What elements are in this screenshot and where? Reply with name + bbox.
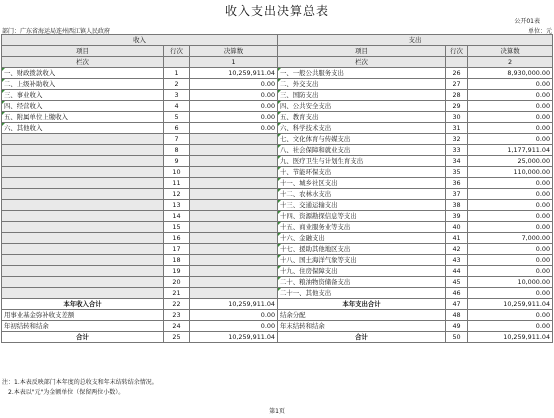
income-amount xyxy=(190,244,278,255)
income-amount xyxy=(190,255,278,266)
expense-row-number: 27 xyxy=(446,79,468,90)
table-row xyxy=(2,112,553,123)
expense-row-number: 50 xyxy=(446,332,468,343)
income-lanci-label: 栏次 xyxy=(2,57,164,68)
income-lanci-blank xyxy=(164,57,190,68)
form-code: 公开01表 xyxy=(514,18,540,25)
expense-budget-header: 决算数 xyxy=(468,46,553,57)
expense-amount: 8,930,000.00 xyxy=(468,68,553,79)
report-title: 收入支出决算总表 xyxy=(224,4,329,18)
income-row-number: 8 xyxy=(164,145,190,156)
income-row-number: 12 xyxy=(164,189,190,200)
expense-amount: 1,177,911.04 xyxy=(468,145,553,156)
income-item-name xyxy=(2,167,164,178)
expense-col-number: 2 xyxy=(468,57,553,68)
income-amount: 0.00 xyxy=(190,310,278,321)
expense-row-number: 49 xyxy=(446,321,468,332)
income-item-name xyxy=(2,222,164,233)
expense-row-number: 46 xyxy=(446,288,468,299)
summary-table xyxy=(1,34,553,343)
expense-item-name: 二十、粮油物资储备支出 xyxy=(278,277,446,288)
expense-item-name: 二、外交支出 xyxy=(278,79,446,90)
income-row-number: 18 xyxy=(164,255,190,266)
income-item-name xyxy=(2,156,164,167)
income-item-name: 一、财政拨款收入 xyxy=(2,68,164,79)
expense-row-number: 48 xyxy=(446,310,468,321)
income-row-number: 16 xyxy=(164,233,190,244)
expense-row-number: 30 xyxy=(446,112,468,123)
table-row xyxy=(2,167,553,178)
income-amount xyxy=(190,189,278,200)
income-amount: 0.00 xyxy=(190,321,278,332)
expense-amount: 0.00 xyxy=(468,123,553,134)
expense-row-number: 43 xyxy=(446,255,468,266)
income-row-number: 13 xyxy=(164,200,190,211)
income-amount xyxy=(190,233,278,244)
expense-row-number: 40 xyxy=(446,222,468,233)
note-line: 2.本表以"元"为金额单位（保留两位小数）。 xyxy=(8,389,125,396)
income-budget-header: 决算数 xyxy=(190,46,278,57)
expense-row-number: 37 xyxy=(446,189,468,200)
expense-item-name: 结余分配 xyxy=(278,310,446,321)
expense-amount: 0.00 xyxy=(468,266,553,277)
expense-row-number: 36 xyxy=(446,178,468,189)
table-row xyxy=(2,222,553,233)
table-row xyxy=(2,233,553,244)
income-row-number: 4 xyxy=(164,101,190,112)
table-row xyxy=(2,277,553,288)
department-label: 部门：广东省海运局连州西江镇人民政府 xyxy=(2,28,111,35)
income-row-number: 2 xyxy=(164,79,190,90)
income-item-name: 年初结转和结余 xyxy=(2,321,164,332)
income-row-number: 3 xyxy=(164,90,190,101)
expense-item-name: 三、国防支出 xyxy=(278,90,446,101)
income-row-number: 7 xyxy=(164,134,190,145)
expense-amount: 0.00 xyxy=(468,189,553,200)
expense-row-number: 45 xyxy=(446,277,468,288)
notes xyxy=(2,378,158,398)
expense-item-name: 一、一般公共服务支出 xyxy=(278,68,446,79)
expense-row-number: 26 xyxy=(446,68,468,79)
income-rowno-header: 行次 xyxy=(164,46,190,57)
expense-amount: 25,000.00 xyxy=(468,156,553,167)
expense-item-header: 项目 xyxy=(278,46,446,57)
income-amount: 0.00 xyxy=(190,79,278,90)
income-item-name xyxy=(2,233,164,244)
expense-item-name: 八、社会保障和就业支出 xyxy=(278,145,446,156)
income-row-number: 25 xyxy=(164,332,190,343)
expense-amount: 0.00 xyxy=(468,178,553,189)
income-amount: 10,259,911.04 xyxy=(190,299,278,310)
expense-row-number: 35 xyxy=(446,167,468,178)
expense-row-number: 39 xyxy=(446,211,468,222)
income-item-name: 合计 xyxy=(2,332,164,343)
expense-item-name: 十八、国土海洋气象等支出 xyxy=(278,255,446,266)
unit-label: 单位：元 xyxy=(527,28,552,35)
table-row xyxy=(2,68,553,79)
income-item-name: 用事业基金弥补收支差额 xyxy=(2,310,164,321)
expense-amount: 0.00 xyxy=(468,101,553,112)
expense-item-name: 二十一、其他支出 xyxy=(278,288,446,299)
expense-item-name: 十七、援助其他地区支出 xyxy=(278,244,446,255)
income-item-name: 四、经营收入 xyxy=(2,101,164,112)
expense-item-name: 年末结转和结余 xyxy=(278,321,446,332)
income-item-name xyxy=(2,277,164,288)
income-amount xyxy=(190,288,278,299)
income-row-number: 24 xyxy=(164,321,190,332)
expense-item-name: 十四、资源勘探信息等支出 xyxy=(278,211,446,222)
income-item-name: 三、事业收入 xyxy=(2,90,164,101)
income-amount xyxy=(190,134,278,145)
income-row-number: 23 xyxy=(164,310,190,321)
expense-header: 支出 xyxy=(278,35,553,46)
table-row xyxy=(2,134,553,145)
table-row xyxy=(2,211,553,222)
expense-item-name: 十五、商业服务业等支出 xyxy=(278,222,446,233)
table-row xyxy=(2,200,553,211)
expense-amount: 0.00 xyxy=(468,255,553,266)
table-row xyxy=(2,299,553,310)
income-row-number: 19 xyxy=(164,266,190,277)
income-amount xyxy=(190,200,278,211)
income-item-name xyxy=(2,211,164,222)
expense-lanci-label: 栏次 xyxy=(278,57,446,68)
income-col-number: 1 xyxy=(190,57,278,68)
table-row xyxy=(2,244,553,255)
table-row xyxy=(2,123,553,134)
expense-item-name: 九、医疗卫生与计划生育支出 xyxy=(278,156,446,167)
income-row-number: 11 xyxy=(164,178,190,189)
expense-item-name: 十一、城乡社区支出 xyxy=(278,178,446,189)
income-item-name xyxy=(2,266,164,277)
table-row xyxy=(2,90,553,101)
expense-row-number: 38 xyxy=(446,200,468,211)
expense-row-number: 47 xyxy=(446,299,468,310)
income-amount xyxy=(190,178,278,189)
income-amount: 0.00 xyxy=(190,123,278,134)
table-row xyxy=(2,266,553,277)
table-row xyxy=(2,145,553,156)
expense-amount: 10,259,911.04 xyxy=(468,299,553,310)
income-item-name: 二、上级补助收入 xyxy=(2,79,164,90)
income-item-name xyxy=(2,255,164,266)
income-item-name xyxy=(2,288,164,299)
income-item-name xyxy=(2,200,164,211)
expense-item-name: 五、教育支出 xyxy=(278,112,446,123)
income-item-name xyxy=(2,178,164,189)
income-item-name xyxy=(2,145,164,156)
income-amount xyxy=(190,222,278,233)
table-row xyxy=(2,255,553,266)
income-amount: 0.00 xyxy=(190,90,278,101)
table-row xyxy=(2,321,553,332)
income-amount xyxy=(190,167,278,178)
table-row xyxy=(2,332,553,343)
expense-item-name: 合计 xyxy=(278,332,446,343)
table-row xyxy=(2,310,553,321)
expense-item-name: 六、科学技术支出 xyxy=(278,123,446,134)
expense-row-number: 34 xyxy=(446,156,468,167)
income-item-name xyxy=(2,244,164,255)
expense-amount: 0.00 xyxy=(468,112,553,123)
income-item-name: 六、其他收入 xyxy=(2,123,164,134)
income-amount: 0.00 xyxy=(190,112,278,123)
income-amount: 10,259,911.04 xyxy=(190,68,278,79)
expense-amount: 10,259,911.04 xyxy=(468,332,553,343)
income-row-number: 17 xyxy=(164,244,190,255)
expense-row-number: 41 xyxy=(446,233,468,244)
income-row-number: 22 xyxy=(164,299,190,310)
income-row-number: 1 xyxy=(164,68,190,79)
expense-row-number: 31 xyxy=(446,123,468,134)
expense-item-name: 十三、交通运输支出 xyxy=(278,200,446,211)
table-row xyxy=(2,288,553,299)
income-row-number: 15 xyxy=(164,222,190,233)
income-row-number: 21 xyxy=(164,288,190,299)
expense-amount: 0.00 xyxy=(468,79,553,90)
expense-item-name: 十九、住房保障支出 xyxy=(278,266,446,277)
page-footer: 第1页 xyxy=(269,408,285,415)
income-row-number: 14 xyxy=(164,211,190,222)
income-header: 收入 xyxy=(2,35,278,46)
expense-amount: 0.00 xyxy=(468,134,553,145)
income-amount xyxy=(190,266,278,277)
expense-item-name: 十六、金融支出 xyxy=(278,233,446,244)
expense-amount: 7,000.00 xyxy=(468,233,553,244)
income-amount: 0.00 xyxy=(190,101,278,112)
table-row xyxy=(2,156,553,167)
income-item-name xyxy=(2,134,164,145)
income-item-name: 五、附属单位上缴收入 xyxy=(2,112,164,123)
income-amount xyxy=(190,156,278,167)
expense-row-number: 42 xyxy=(446,244,468,255)
income-amount xyxy=(190,277,278,288)
expense-row-number: 29 xyxy=(446,101,468,112)
income-amount xyxy=(190,145,278,156)
expense-lanci-blank xyxy=(446,57,468,68)
table-row xyxy=(2,101,553,112)
expense-row-number: 32 xyxy=(446,134,468,145)
income-item-name: 本年收入合计 xyxy=(2,299,164,310)
expense-amount: 0.00 xyxy=(468,244,553,255)
table-row xyxy=(2,178,553,189)
income-amount: 10,259,911.04 xyxy=(190,332,278,343)
income-row-number: 20 xyxy=(164,277,190,288)
expense-item-name: 十、节能环保支出 xyxy=(278,167,446,178)
expense-amount: 0.00 xyxy=(468,310,553,321)
table-row xyxy=(2,189,553,200)
expense-amount: 0.00 xyxy=(468,321,553,332)
income-amount xyxy=(190,211,278,222)
income-row-number: 9 xyxy=(164,156,190,167)
expense-item-name: 四、公共安全支出 xyxy=(278,101,446,112)
expense-item-name: 本年支出合计 xyxy=(278,299,446,310)
expense-item-name: 七、文化体育与传媒支出 xyxy=(278,134,446,145)
expense-amount: 0.00 xyxy=(468,288,553,299)
income-row-number: 6 xyxy=(164,123,190,134)
expense-amount: 0.00 xyxy=(468,211,553,222)
expense-amount: 0.00 xyxy=(468,90,553,101)
income-item-name xyxy=(2,189,164,200)
table-row xyxy=(2,79,553,90)
expense-row-number: 33 xyxy=(446,145,468,156)
expense-amount: 0.00 xyxy=(468,200,553,211)
expense-amount: 10,000.00 xyxy=(468,277,553,288)
expense-row-number: 28 xyxy=(446,90,468,101)
expense-amount: 110,000.00 xyxy=(468,167,553,178)
expense-amount: 0.00 xyxy=(468,222,553,233)
income-item-header: 项目 xyxy=(2,46,164,57)
note-line: 注：1.本表反映部门本年度的总收支和年末结转结余情况。 xyxy=(2,379,158,386)
expense-row-number: 44 xyxy=(446,266,468,277)
expense-item-name: 十二、农林水支出 xyxy=(278,189,446,200)
income-row-number: 5 xyxy=(164,112,190,123)
income-row-number: 10 xyxy=(164,167,190,178)
expense-rowno-header: 行次 xyxy=(446,46,468,57)
